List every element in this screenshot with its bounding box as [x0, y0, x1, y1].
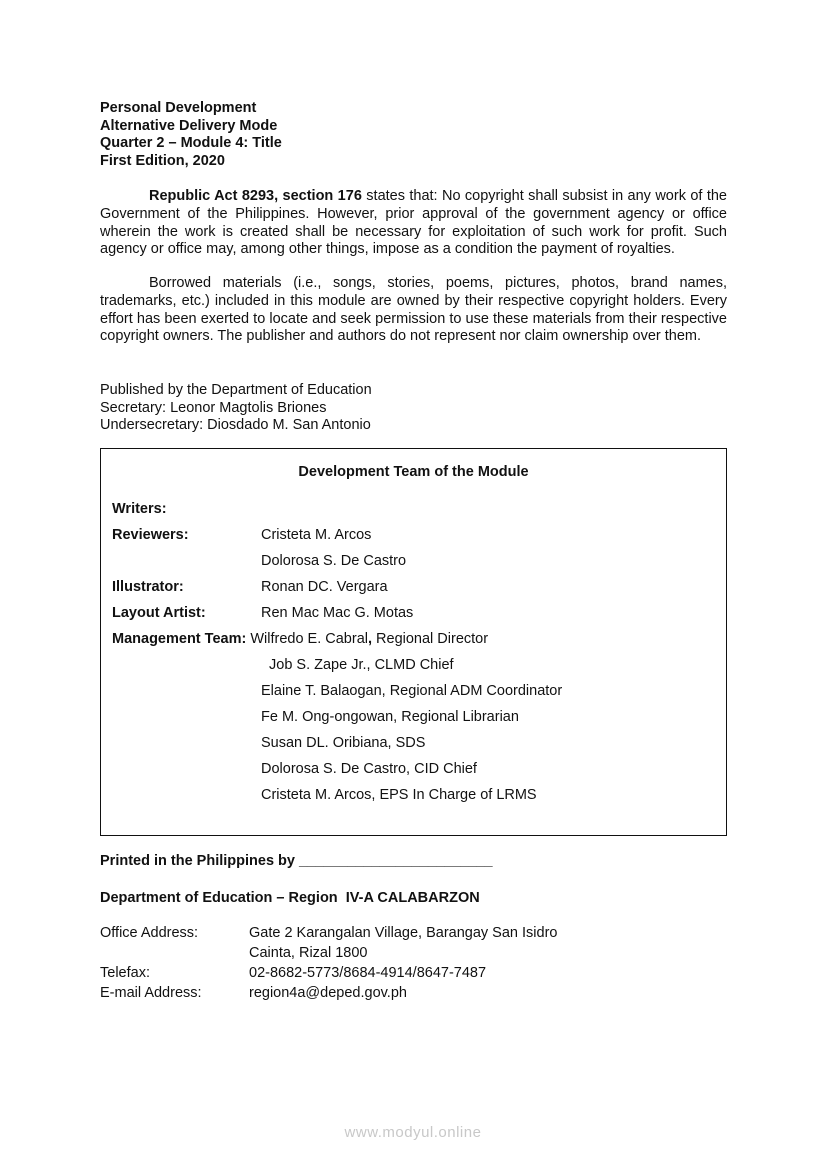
edition: First Edition, 2020	[100, 152, 225, 169]
printed-by: Printed in the Philippines by ________________________	[100, 853, 493, 869]
management-member: Job S. Zape Jr., CLMD Chief	[269, 657, 454, 673]
management-member: Fe M. Ong-ongowan, Regional Librarian	[261, 709, 519, 725]
copyright-law: Republic Act 8293, section 176	[149, 188, 362, 204]
writers-label: Writers:	[112, 501, 167, 517]
illustrator: Ronan DC. Vergara	[261, 579, 388, 595]
borrowed-paragraph	[100, 275, 727, 346]
management-member: Cristeta M. Arcos, EPS In Charge of LRMS	[261, 787, 537, 803]
module-header	[100, 100, 282, 170]
management-member: Elaine T. Balaogan, Regional ADM Coordinator	[261, 683, 563, 699]
illustrator-label: Illustrator:	[112, 579, 184, 595]
management-label: Management Team:	[112, 631, 247, 647]
management-member: Dolorosa S. De Castro, CID Chief	[261, 761, 477, 777]
reviewer: Cristeta M. Arcos	[261, 527, 372, 543]
office-address-city: Cainta, Rizal 1800	[249, 945, 368, 961]
office-label: Office Address:	[100, 925, 199, 941]
layout-artist-label: Layout Artist:	[112, 605, 206, 621]
copyright-text: states that: No copyright shall subsist in any work of the Government of the Philippines. However, prior approval of the government agency or office wherein the work is created shall be necessary for exploitation of such work for profit. Such agency or office may, among other things, impose as a condition the payment of royalties.	[100, 188, 727, 258]
team-title: Development Team of the Module	[298, 464, 529, 480]
delivery-mode: Alternative Delivery Mode	[100, 117, 278, 134]
management-member: Wilfredo E. Cabral, Regional Director	[250, 631, 489, 647]
reviewers-label: Reviewers:	[112, 527, 189, 543]
secretary: Secretary: Leonor Magtolis Briones	[100, 399, 327, 416]
contact-info	[100, 923, 557, 1003]
office-address: Gate 2 Karangalan Village, Barangay San Isidro	[249, 925, 558, 941]
management-member: Susan DL. Oribiana, SDS	[261, 735, 426, 751]
email: region4a@deped.gov.ph	[249, 985, 407, 1001]
department-region: Department of Education – Region IV-A CALABARZON	[100, 890, 480, 906]
copyright-paragraph	[100, 188, 727, 259]
publisher-info	[100, 382, 372, 435]
watermark: www.modyul.online	[344, 1124, 482, 1141]
module-title: Quarter 2 – Module 4: Title	[100, 135, 282, 152]
layout-artist: Ren Mac Mac G. Motas	[261, 605, 414, 621]
telefax: 02-8682-5773/8684-4914/8647-7487	[249, 965, 487, 981]
borrowed-text: Borrowed materials (i.e., songs, stories, poems, pictures, photos, brand names, trademarks, etc.) included in this module are owned by their respective copyright holders. Every effort has been exerted to locate and seek permission to use these materials from their respective copyright owners. The publisher and authors do not represent nor claim ownership over them.	[100, 275, 727, 345]
telefax-label: Telefax:	[100, 965, 150, 981]
published-by: Published by the Department of Education	[100, 382, 372, 398]
reviewer: Dolorosa S. De Castro	[261, 553, 407, 569]
subject-title: Personal Development	[100, 100, 257, 116]
email-label: E-mail Address:	[100, 985, 202, 1001]
undersecretary: Undersecretary: Diosdado M. San Antonio	[100, 417, 371, 433]
development-team-box	[100, 448, 727, 836]
